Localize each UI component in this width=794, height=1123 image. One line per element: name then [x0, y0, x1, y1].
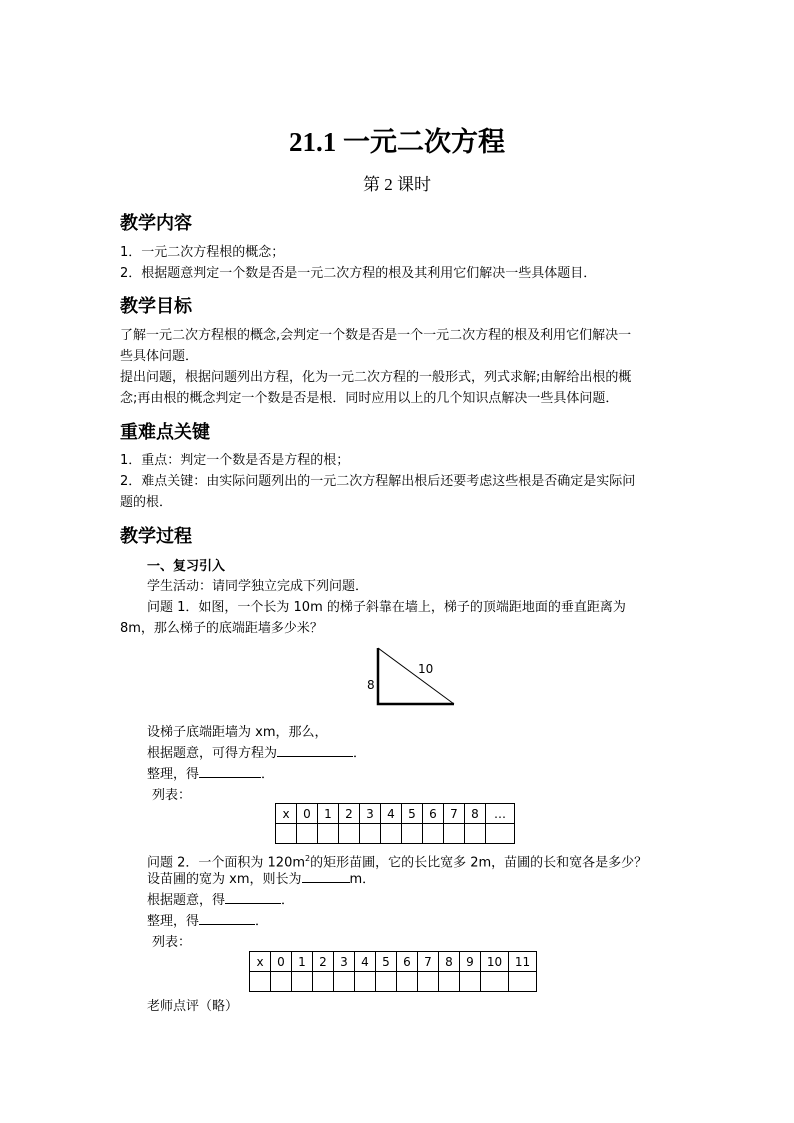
table-1-empty-cell [381, 824, 402, 844]
value-table-2 [249, 951, 537, 992]
content-item-1: 1．一元二次方程根的概念； [120, 245, 285, 260]
key-line-1: 1．重点：判定一个数是否是方程的根； [120, 453, 350, 468]
list-label-2: 列表： [152, 935, 192, 950]
subheading-review: 一、复习引入 [147, 559, 226, 574]
table-2-empty-cell [397, 972, 418, 992]
table-1-empty-cell [297, 824, 318, 844]
table-2-empty-cell [509, 972, 537, 992]
table-1-empty-cell [276, 824, 297, 844]
side-label-8: 8 [367, 678, 375, 692]
question-1-line-2: 8m，那么梯子的底端距墙多少米？ [120, 621, 323, 636]
student-activity: 学生活动：请同学独立完成下列问题． [147, 579, 369, 594]
table-1-value-row [276, 824, 515, 844]
question-1-simplify-suffix: ． [261, 767, 275, 782]
table-2-value-row [250, 972, 537, 992]
table-1-cell: x [276, 804, 297, 824]
table-2-cell: 4 [355, 952, 376, 972]
question-2-set [147, 869, 375, 890]
goals-line-1: 了解一元二次方程根的概念,会判定一个数是否是一个一元二次方程的根及利用它们解决一 [120, 328, 632, 343]
table-1-empty-cell [402, 824, 423, 844]
value-table-1 [275, 803, 515, 844]
table-1-cell: 7 [444, 804, 465, 824]
table-2-cell: 0 [271, 952, 292, 972]
answer-blank [277, 743, 353, 757]
question-1-equation-suffix: ． [353, 746, 367, 761]
table-2-empty-cell [250, 972, 271, 992]
heading-goals: 教学目标 [120, 296, 192, 317]
table-1-cell: 8 [465, 804, 486, 824]
question-1-line-1: 问题 1．如图，一个长为 10m 的梯子斜靠在墙上，梯子的顶端距地面的垂直距离为 [147, 600, 626, 615]
table-2-empty-cell [334, 972, 355, 992]
question-2-prefix: 问题 2．一个面积为 120m [147, 855, 306, 871]
goals-line-4: 念;再由根的概念判定一个数是否是根．同时应用以上的几个知识点解决一些具体问题． [120, 391, 619, 406]
table-1-cell: 5 [402, 804, 423, 824]
table-1-cell: 2 [339, 804, 360, 824]
list-label-1: 列表： [152, 788, 192, 803]
table-2-cell: 7 [418, 952, 439, 972]
question-1-set: 设梯子底端距墙为 xm，那么， [147, 725, 328, 740]
table-1-cell: 1 [318, 804, 339, 824]
table-2-cell: 2 [313, 952, 334, 972]
question-2-equation-suffix: ． [281, 893, 295, 908]
table-1-cell: 3 [360, 804, 381, 824]
table-1-header-row [276, 804, 515, 824]
table-1-empty-cell [318, 824, 339, 844]
table-1-cell: 6 [423, 804, 444, 824]
heading-process: 教学过程 [120, 526, 192, 547]
table-2-cell: 11 [509, 952, 537, 972]
table-2-empty-cell [313, 972, 334, 992]
question-2-set-suffix: m． [349, 872, 376, 887]
key-line-2: 2．难点关键：由实际问题列出的一元二次方程解出根后还要考虑这些根是否确定是实际问 [120, 474, 636, 489]
hypotenuse-label-10: 10 [418, 662, 434, 676]
table-2-empty-cell [460, 972, 481, 992]
question-2-simplify-prefix: 整理，得 [147, 914, 200, 929]
ladder-triangle-figure [360, 642, 470, 710]
table-1-empty-cell [486, 824, 515, 844]
question-1-equation [147, 743, 366, 764]
key-line-3: 题的根． [120, 495, 173, 510]
heading-content: 教学内容 [120, 213, 192, 234]
page-subtitle: 第 2 课时 [363, 175, 431, 194]
table-2-header-row [250, 952, 537, 972]
answer-blank [199, 764, 261, 778]
table-2-cell: 10 [481, 952, 509, 972]
table-2-empty-cell [355, 972, 376, 992]
goals-line-2: 些具体问题． [120, 349, 199, 364]
question-2-suffix: 的矩形苗圃，它的长比宽多 2m，苗圃的长和宽各是多少？ [310, 855, 648, 871]
heading-key-points: 重难点关键 [120, 422, 210, 443]
table-2-empty-cell [418, 972, 439, 992]
content-item-2: 2．根据题意判定一个数是否是一元二次方程的根及其利用它们解决一些具体题目． [120, 266, 597, 281]
table-1-empty-cell [360, 824, 381, 844]
table-2-cell: 8 [439, 952, 460, 972]
question-1-equation-prefix: 根据题意，可得方程为 [147, 746, 278, 761]
teacher-comment: 老师点评（略） [147, 999, 239, 1014]
table-1-empty-cell [339, 824, 360, 844]
table-2-empty-cell [376, 972, 397, 992]
table-1-empty-cell [444, 824, 465, 844]
page-title: 21.1 一元二次方程 [289, 127, 505, 157]
question-2-simplify [147, 911, 268, 932]
table-1-cell: … [486, 804, 515, 824]
question-2-set-prefix: 设苗圃的宽为 xm，则长为 [147, 872, 302, 887]
table-2-cell: 5 [376, 952, 397, 972]
table-1-empty-cell [423, 824, 444, 844]
table-2-cell: 9 [460, 952, 481, 972]
table-2-empty-cell [439, 972, 460, 992]
table-2-empty-cell [292, 972, 313, 992]
table-1-empty-cell [465, 824, 486, 844]
question-2-equation-prefix: 根据题意，得 [147, 893, 226, 908]
answer-blank [225, 890, 281, 904]
question-2-superscript: 2 [305, 854, 311, 863]
table-2-cell: 6 [397, 952, 418, 972]
question-2-equation [147, 890, 294, 911]
goals-line-3: 提出问题，根据问题列出方程，化为一元二次方程的一般形式，列式求解;由解给出根的概 [120, 370, 632, 385]
answer-blank [199, 911, 255, 925]
question-2-simplify-suffix: ． [255, 914, 269, 929]
table-2-cell: 3 [334, 952, 355, 972]
table-1-cell: 0 [297, 804, 318, 824]
table-2-empty-cell [481, 972, 509, 992]
question-1-simplify-prefix: 整理，得 [147, 767, 200, 782]
table-1-cell: 4 [381, 804, 402, 824]
table-2-empty-cell [271, 972, 292, 992]
triangle-hypotenuse [378, 648, 454, 704]
answer-blank [302, 869, 350, 883]
table-2-cell: 1 [292, 952, 313, 972]
question-1-simplify [147, 764, 274, 785]
table-2-cell: x [250, 952, 271, 972]
